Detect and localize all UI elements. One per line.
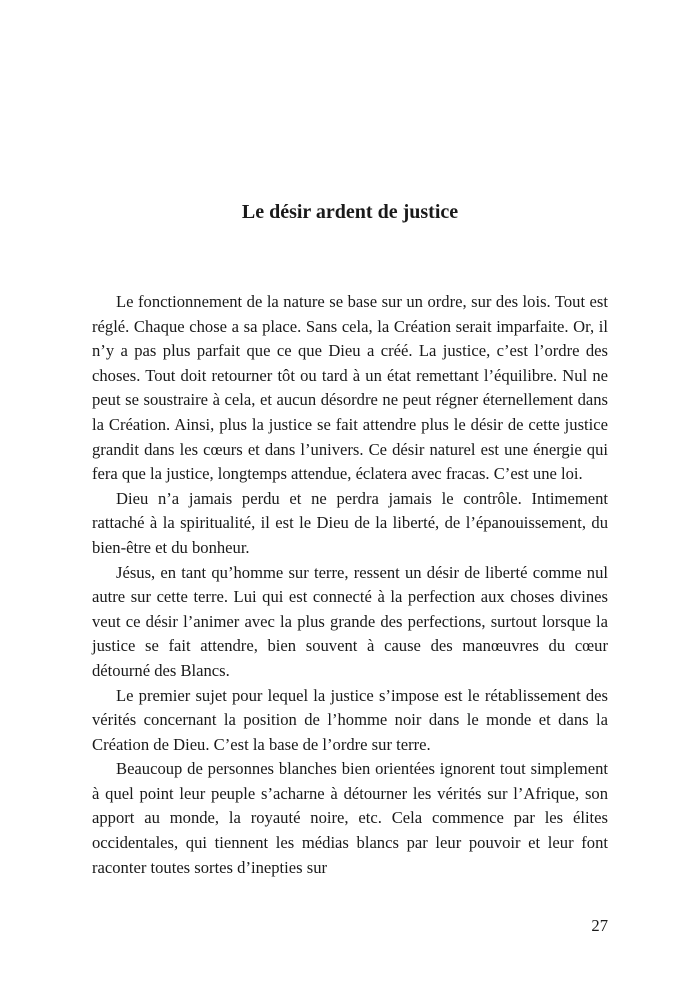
chapter-title: Le désir ardent de justice xyxy=(241,201,459,223)
paragraph-4: Le premier sujet pour lequel la justice s’impose est le rétablissement des vérités concernant la position de l’homme noir dans le monde et dans la Création de Dieu. C’est la base de l’ordre sur terre. xyxy=(92,685,608,754)
page-number: 27 xyxy=(591,916,608,935)
body-text xyxy=(92,290,608,880)
paragraph-1: Le fonctionnement de la nature se base sur un ordre, sur des lois. Tout est réglé. Chaque chose a sa place. Sans cela, la Création serait imparfaite. Or, il n’y a pas plus parfait que ce que Dieu a créé. La justice, c’est l’ordre des choses. Tout doit retourner tôt ou tard à un état remettant l’équilibre. Nul ne peut se soustraire à cela, et aucun désordre ne peut régner éternellement dans la Création. Ainsi, plus la justice se fait attendre plus le désir de cette justice grandit dans les cœurs et dans l’univers. Ce désir naturel est une énergie qui fera que la justice, longtemps attendue, éclatera avec fracas. C’est une loi. xyxy=(92,292,608,484)
paragraph-5: Beaucoup de personnes blanches bien orientées ignorent tout simplement à quel point leur peuple s’acharne à détourner les vérités sur l’Afrique, son apport au monde, la royauté noire, etc. Cela commence par les élites occidentales, qui tiennent les médias blancs par leur pouvoir et leur font raconter toutes sortes d’inepties sur xyxy=(92,759,608,877)
paragraph-2: Dieu n’a jamais perdu et ne perdra jamais le contrôle. Intimement rattaché à la spiritualité, il est le Dieu de la liberté, de l’épanouissement, du bien-être et du bonheur. xyxy=(92,488,608,557)
paragraph-3: Jésus, en tant qu’homme sur terre, ressent un désir de liberté comme nul autre sur cette terre. Lui qui est connecté à la perfection aux choses divines veut ce désir l’animer avec la plus grande des perfections, surtout lorsque la justice se fait attendre, bien souvent à cause des manœuvres du cœur détourné des Blancs. xyxy=(92,562,608,680)
